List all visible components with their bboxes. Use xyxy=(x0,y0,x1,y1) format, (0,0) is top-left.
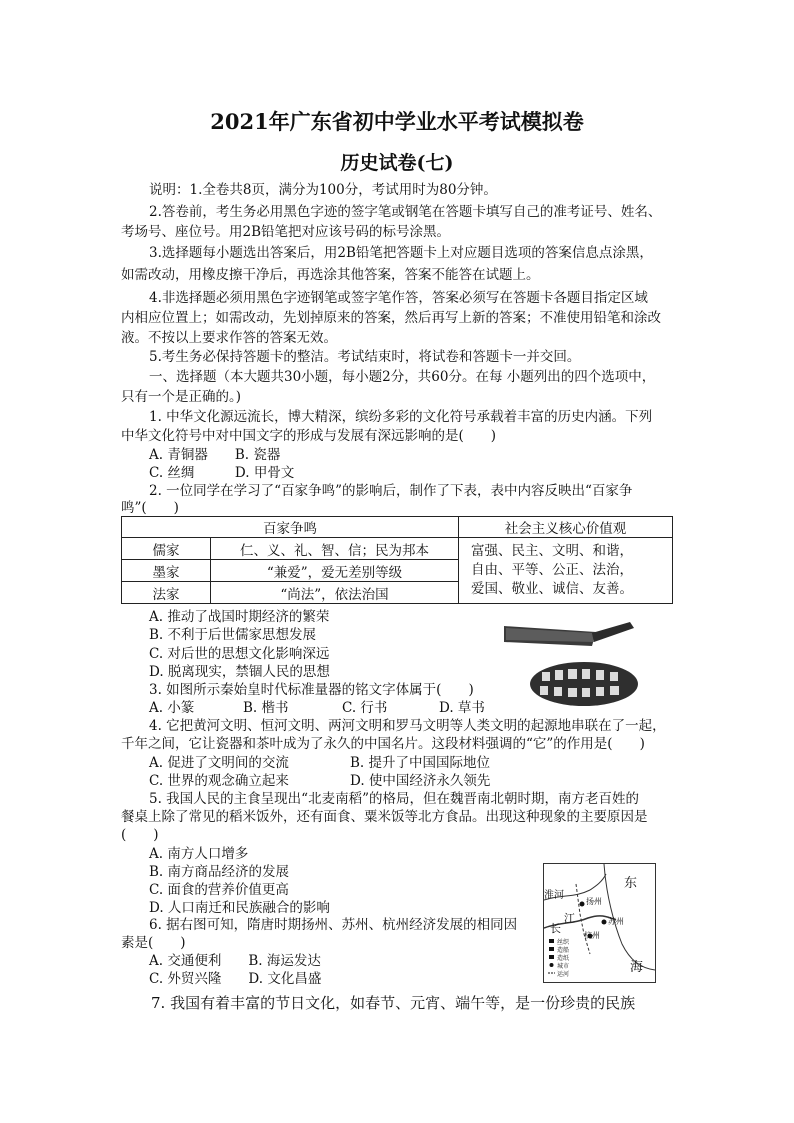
legend-label: 造船 xyxy=(557,947,570,954)
question-stem: 千年之间，它让瓷器和茶叶成为了永久的中国名片。这段材料强调的“它”的作用是( ) xyxy=(121,736,645,752)
core-values-line: 富强、民主、文明、和谐， xyxy=(471,543,633,559)
section-heading: 只有一个是正确的。) xyxy=(121,389,242,405)
option-line: B. 南方商品经济的发展 xyxy=(149,864,290,880)
school-cell: 法家 xyxy=(122,582,211,604)
question-stem: 6. 据右图可知，隋唐时期扬州、苏州、杭州经济发展的相同因 xyxy=(149,917,518,933)
question-stem: 7. 我国有着丰富的节日文化，如春节、元宵、端午等，是一份珍贵的民族 xyxy=(151,994,636,1012)
instruction-line: 内相应位置上；如需改动，先划掉原来的答案，然后再写上新的答案；不准使用铅笔和涂改 xyxy=(121,310,661,326)
core-values-line: 爱国、敬业、诚信、友善。 xyxy=(471,581,633,597)
map-label-sea: 海 xyxy=(630,960,644,975)
option-line: C. 丝绸 D. 甲骨文 xyxy=(149,465,295,481)
map-label-huai: 淮河 xyxy=(544,890,564,901)
question-stem: 5. 我国人民的主食呈现出“北麦南稻”的格局，但在魏晋南北朝时期，南方老百姓的 xyxy=(149,791,639,807)
option-line: D. 人口南迁和民族融合的影响 xyxy=(149,900,330,916)
core-values-cell xyxy=(459,538,673,604)
option-line: C. 面食的营养价值更高 xyxy=(149,882,289,898)
option-line: A. 小篆 xyxy=(149,700,195,716)
instruction-line: 液。不按以上要求作答的答案无效。 xyxy=(121,330,337,346)
option-line: C. 行书 xyxy=(342,700,388,716)
comparison-table xyxy=(121,516,673,604)
option-line: A. 青铜器 B. 瓷器 xyxy=(149,447,281,463)
option-line: A. 推动了战国时期经济的繁荣 xyxy=(149,609,330,625)
instruction-line: 说明：1.全卷共8页，满分为100分，考试用时为80分钟。 xyxy=(149,182,497,198)
option-line: B. 提升了中国国际地位 xyxy=(350,755,491,771)
question-stem: 餐桌上除了常见的稻米饭外，还有面食、粟米饭等北方食品。出现这种现象的主要原因是 xyxy=(121,809,648,825)
idea-cell: “尚法”，依法治国 xyxy=(211,582,459,604)
bronze-measure-image xyxy=(500,612,640,708)
instruction-line: 3.选择题每小题选出答案后，用2B铅笔把答题卡上对应题目选项的答案信息点涂黑， xyxy=(149,245,653,261)
question-stem: 中华文化符号中对中国文字的形成与发展有深远影响的是( ) xyxy=(121,428,497,444)
question-stem: 4. 它把黄河文明、恒河文明、两河文明和罗马文明等人类文明的起源地串联在了一起， xyxy=(149,718,666,734)
question-stem: 2. 一位同学在学习了“百家争鸣”的影响后，制作了下表，表中内容反映出“百家争 xyxy=(149,483,633,499)
core-values-line: 自由、平等、公正、法治， xyxy=(471,562,633,578)
instruction-line: 2.答卷前，考生务必用黑色字迹的签字笔或钢笔在答题卡填写自己的准考证号、姓名、 xyxy=(149,204,662,220)
school-cell: 墨家 xyxy=(122,560,211,582)
map-label-chang: 长 xyxy=(550,922,561,935)
idea-cell: “兼爱”，爱无差别等级 xyxy=(211,560,459,582)
question-stem: 素是( ) xyxy=(121,935,186,951)
option-line: C. 世界的观念确立起来 xyxy=(149,773,289,789)
table-header: 百家争鸣 xyxy=(122,517,459,538)
map-label-jiang: 江 xyxy=(564,912,575,925)
option-line: A. 交通便利 B. 海运发达 xyxy=(149,953,321,969)
school-cell: 儒家 xyxy=(122,538,211,560)
option-line: B. 不利于后世儒家思想发展 xyxy=(149,627,317,643)
map-label-yangzhou: 扬州 xyxy=(586,897,602,906)
option-line: C. 外贸兴隆 D. 文化昌盛 xyxy=(149,971,322,987)
legend-label: 城市 xyxy=(557,963,570,970)
instruction-line: 考场号、座位号。用2B铅笔把对应该号码的标号涂黑。 xyxy=(121,224,451,240)
map-label-suzhou: 苏州 xyxy=(608,917,624,926)
question-stem: 鸣”( ) xyxy=(121,500,179,516)
instruction-line: 4.非选择题必须用黑色字迹钢笔或签字笔作答，答案必须写在答题卡各题目指定区域 xyxy=(149,290,648,306)
option-line: B. 楷书 xyxy=(243,700,289,716)
option-line: C. 对后世的思想文化影响深远 xyxy=(149,646,330,662)
idea-cell: 仁、义、礼、智、信；民为邦本 xyxy=(211,538,459,560)
legend-label: 运河 xyxy=(557,971,570,978)
exam-title: 2021年广东省初中学业水平考试模拟卷 xyxy=(210,109,584,134)
option-line: A. 南方人口增多 xyxy=(149,846,249,862)
exam-subtitle: 历史试卷(七) xyxy=(340,152,454,174)
map-label-east: 东 xyxy=(624,876,638,891)
sui-tang-map xyxy=(543,863,656,983)
instruction-line: 如需改动，用橡皮擦干净后，再选涂其他答案，答案不能答在试题上。 xyxy=(121,267,540,283)
legend-label: 造纸 xyxy=(557,955,570,962)
option-line: D. 使中国经济永久领先 xyxy=(350,773,491,789)
instruction-line: 5.考生务必保持答题卡的整洁。考试结束时，将试卷和答题卡一并交回。 xyxy=(149,349,581,365)
section-heading: 一、选择题（本大题共30小题，每小题2分，共60分。在每 小题列出的四个选项中， xyxy=(149,369,656,385)
question-stem: 1. 中华文化源远流长，博大精深，缤纷多彩的文化符号承载着丰富的历史内涵。下列 xyxy=(149,409,653,425)
table-header: 社会主义核心价值观 xyxy=(459,517,673,538)
option-line: D. 脱离现实，禁锢人民的思想 xyxy=(149,664,330,680)
question-stem: 3. 如图所示秦始皇时代标准量器的铭文字体属于( ) xyxy=(149,682,474,698)
legend-label: 丝织 xyxy=(557,939,570,946)
question-stem: ( ) xyxy=(121,827,159,843)
map-label-hangzhou: 杭州 xyxy=(584,931,600,940)
option-line: A. 促进了文明间的交流 xyxy=(149,755,289,771)
option-line: D. 草书 xyxy=(439,700,485,716)
